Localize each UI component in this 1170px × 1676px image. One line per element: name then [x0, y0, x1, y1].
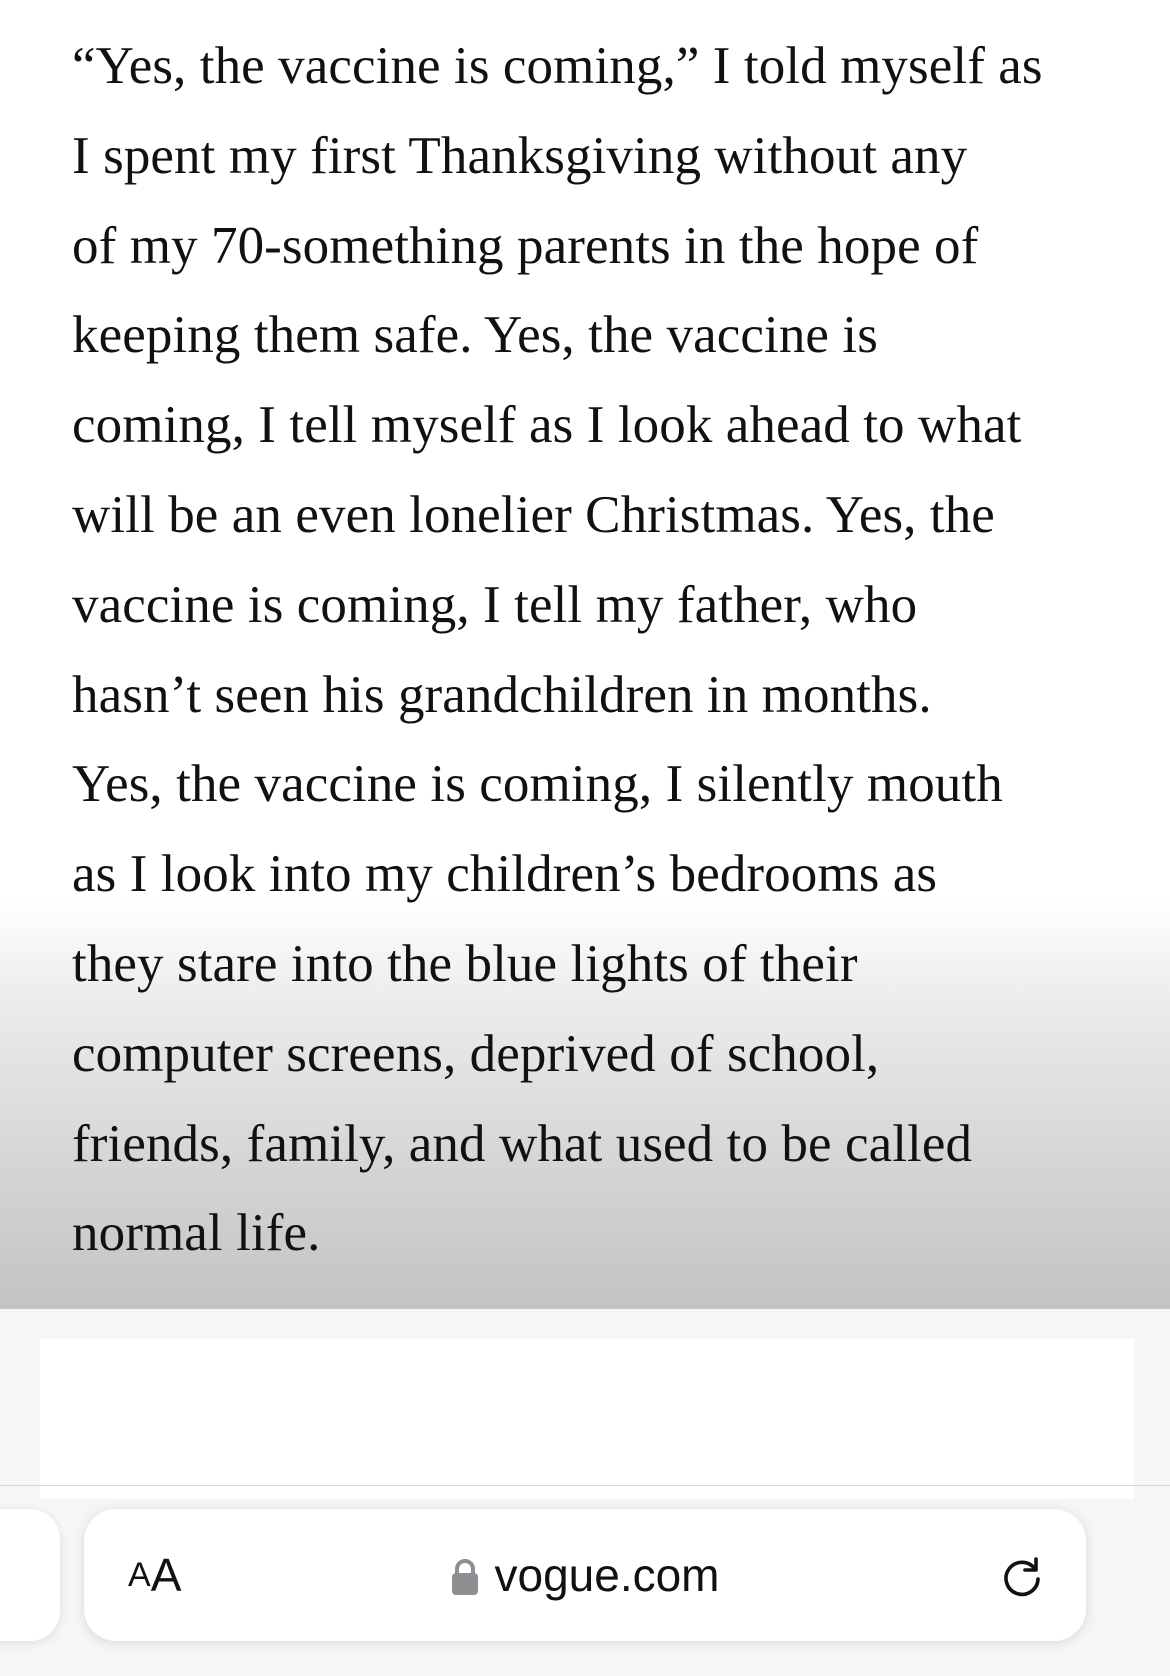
- article-line: will be an even lonelier Christmas. Yes, the: [72, 485, 995, 544]
- article-line: friends, family, and what used to be called: [72, 1114, 973, 1173]
- article-line: they stare into the blue lights of their: [72, 934, 858, 993]
- previous-tab-peek[interactable]: [0, 1509, 60, 1641]
- toolbar-divider: [0, 1485, 1170, 1486]
- article-line: computer screens, deprived of school,: [72, 1024, 880, 1083]
- article-line: I spent my first Thanksgiving without any: [72, 126, 968, 185]
- article-line: hasn’t seen his grandchildren in months.: [72, 665, 932, 724]
- text-size-large-glyph: A: [150, 1549, 182, 1601]
- article-line: normal life.: [72, 1204, 321, 1263]
- url-display[interactable]: [84, 1509, 1086, 1641]
- url-text: vogue.com: [494, 1549, 720, 1601]
- article-line: vaccine is coming, I tell my father, who: [72, 575, 918, 634]
- address-bar[interactable]: [84, 1509, 1086, 1641]
- article-paragraph: [72, 22, 1112, 1279]
- article-line: Yes, the vaccine is coming, I silently mouth: [72, 755, 1003, 814]
- ad-slot: [40, 1339, 1134, 1499]
- article-line: coming, I tell myself as I look ahead to what: [72, 396, 1022, 455]
- reload-icon[interactable]: [998, 1552, 1046, 1600]
- article-line: “Yes, the vaccine is coming,” I told myself as: [72, 37, 1043, 95]
- lock-icon: [450, 1557, 480, 1597]
- article-line: as I look into my children’s bedrooms as: [72, 845, 938, 904]
- text-size-small-glyph: A: [128, 1556, 151, 1594]
- article-line: of my 70-something parents in the hope of: [72, 216, 979, 275]
- article-line: keeping them safe. Yes, the vaccine is: [72, 306, 878, 365]
